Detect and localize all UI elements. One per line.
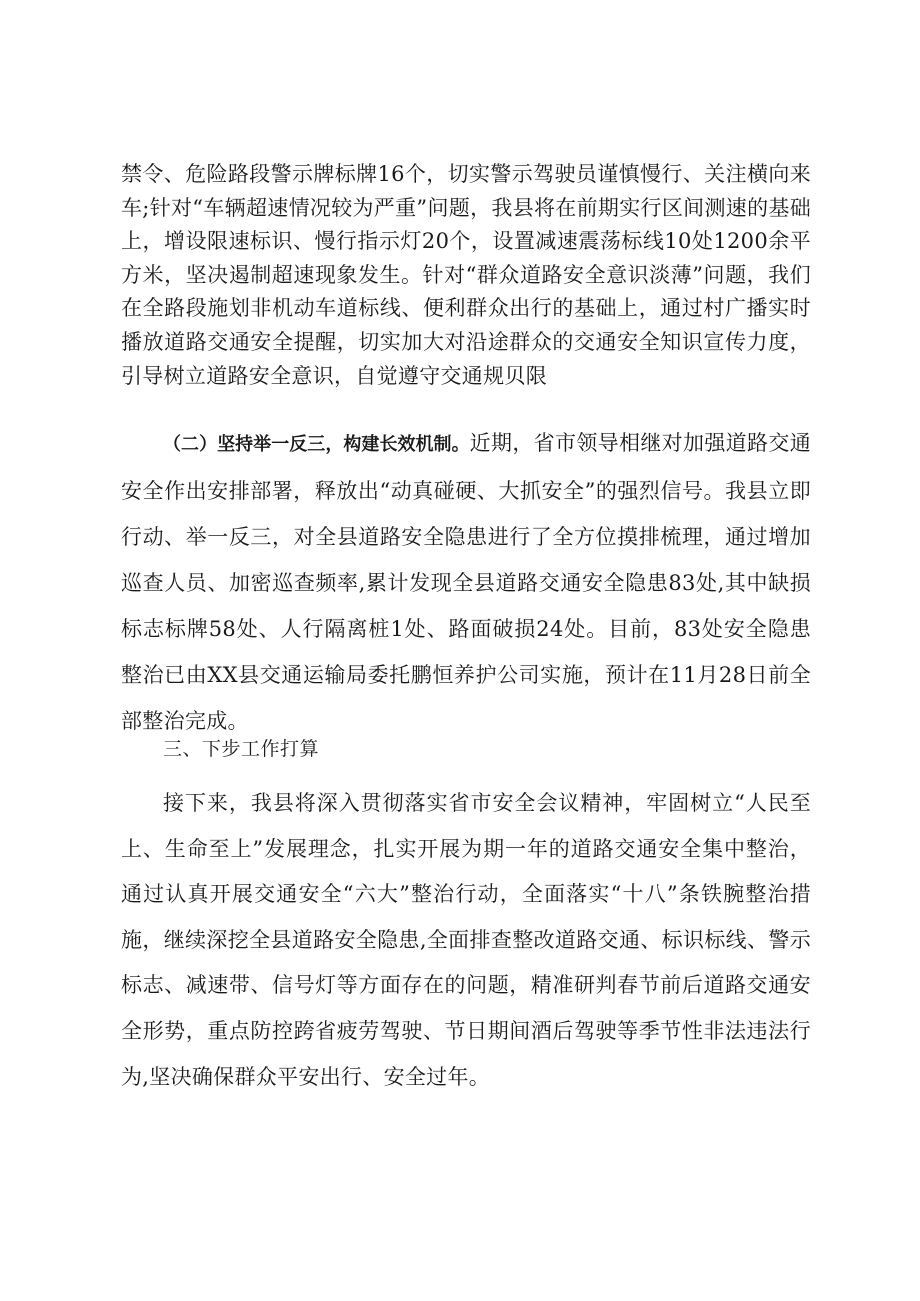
- paragraph-3-text: 接下来，我县将深入贯彻落实省市安全会议精神，牢固树立“人民至上、生命至上”发展理念，扎实开展为期一年的道路交通安全集中整治，通过认真开展交通安全“六大”整治行动，全面落实“十八”条铁腕整治措施，继续深挖全县道路安全隐患,全面排查整改道路交通、标识标线、警示标志、减速带、信号灯等方面存在的问题，精准研判春节前后道路交通安全形势，重点防控跨省疲劳驾驶、节日期间酒后驾驶等季节性非法违法行为,坚决确保群众平安出行、安全过年。: [121, 791, 811, 1089]
- section-heading-3: 三、下步工作打算: [163, 738, 320, 760]
- paragraph-1-text: 禁令、危险路段警示牌标牌16个，切实警示驾驶员谨慎慢行、关注横向来车;针对“车辆超速情况较为严重”问题，我县将在前期实行区间测速的基础上，增设限速标识、慢行指示灯20个，设置减速震荡标线10处1200余平方米，坚决遏制超速现象发生。针对“群众道路安全意识淡薄”问题，我们在全路段施划非机动车道标线、便利群众出行的基础上，通过村广播实时播放道路交通安全提醒，切实加大对沿途群众的交通安全知识宣传力度，引导树立道路安全意识，自觉遵守交通规贝限: [121, 162, 811, 388]
- paragraph-2-lead: （二）坚持举一反三，构建长效机制。: [163, 434, 470, 455]
- paragraph-2-text: 近期，省市领导相继对加强道路交通安全作出安排部署，释放出“动真碰硬、大抓安全”的强烈信号。我县立即行动、举一反三，对全县道路安全隐患进行了全方位摸排梳理，通过增加巡查人员、加密巡查频率,累计发现全县道路交通安全隐患83处,其中缺损标志标牌58处、人行隔离桩1处、路面破损24处。目前，83处安全隐患整治已由XX县交通运输局委托鹏恒养护公司实施，预计在11月28日前全部整治完成。: [121, 431, 811, 733]
- paragraph-3: [121, 781, 811, 1100]
- paragraph-1: [121, 158, 811, 393]
- paragraph-2: [121, 420, 811, 744]
